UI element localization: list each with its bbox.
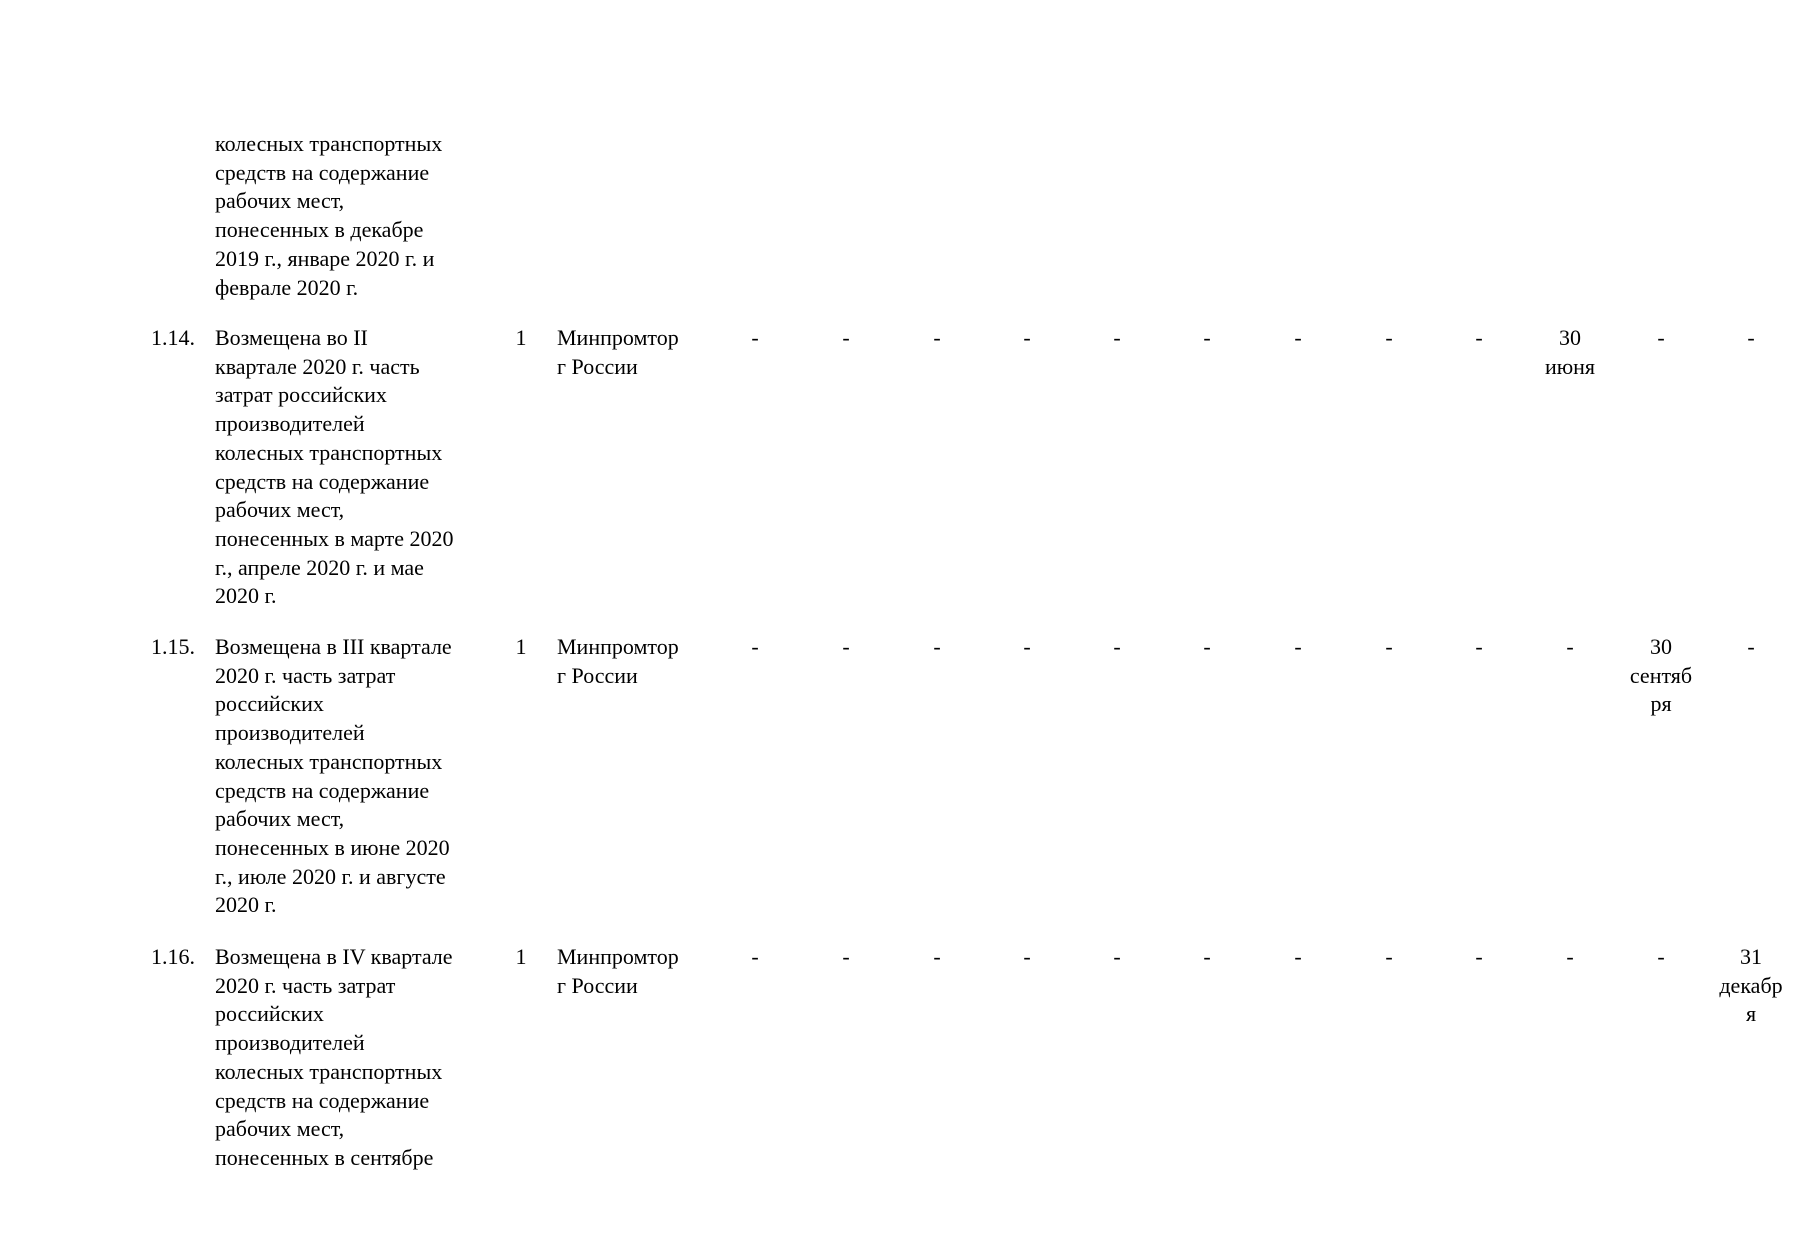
row-period-cell: - (1566, 634, 1574, 659)
continued-description: колесных транспортных средств на содержание рабочих мест, понесенных в декабре 2019 г., январе 2020 г. и феврале 2020 г. (215, 131, 443, 300)
row-description: Возмещена во II квартале 2020 г. часть затрат российских производителей колесных транспортных средств на содержание рабочих мест, понесенных в марте 2020 г., апреле 2020 г. и мае 2020 г. (215, 325, 454, 609)
row-period-cell: - (1475, 325, 1483, 350)
row-number: 1.15. (151, 634, 195, 659)
row-description: Возмещена в IV квартале 2020 г. часть затрат российских производителей колесных транспортных средств на содержание рабочих мест, понесенных в сентябре (215, 944, 453, 1170)
row-quantity: 1 (515, 634, 527, 659)
row-period-cell: - (1566, 944, 1574, 969)
row-quantity: 1 (515, 944, 527, 969)
row-period-cell: - (1657, 325, 1665, 350)
row-period-cell: - (1113, 634, 1121, 659)
row-period-cell: - (1385, 944, 1393, 969)
row-period-cell: - (751, 944, 759, 969)
row-responsible: Минпромтор г России (557, 325, 679, 379)
row-period-cell: - (1023, 944, 1031, 969)
row-period-cell: - (1385, 325, 1393, 350)
row-period-cell: - (1023, 325, 1031, 350)
row-period-cell: - (1475, 944, 1483, 969)
row-period-cell: - (1747, 634, 1755, 659)
row-period-cell: - (842, 944, 850, 969)
row-responsible: Минпромтор г России (557, 944, 679, 998)
row-period-cell: - (1113, 325, 1121, 350)
row-quantity: 1 (515, 325, 527, 350)
row-period-cell: - (751, 634, 759, 659)
row-period-cell: 30 сентяб ря (1629, 634, 1693, 717)
row-period-cell: - (1294, 325, 1302, 350)
row-period-cell: - (751, 325, 759, 350)
row-description: Возмещена в III квартале 2020 г. часть затрат российских производителей колесных транспортных средств на содержание рабочих мест, понесенных в июне 2020 г., июле 2020 г. и августе 2020 г. (215, 634, 452, 918)
row-period-cell: - (933, 634, 941, 659)
row-period-cell: - (842, 634, 850, 659)
row-period-cell: - (1385, 634, 1393, 659)
row-responsible: Минпромтор г России (557, 634, 679, 688)
row-period-cell: - (1294, 634, 1302, 659)
row-period-cell: - (1203, 944, 1211, 969)
row-period-cell: - (1023, 634, 1031, 659)
row-period-cell: - (1294, 944, 1302, 969)
row-period-cell: 31 декабр я (1719, 944, 1783, 1027)
row-period-cell: - (1203, 325, 1211, 350)
row-period-cell: - (842, 325, 850, 350)
row-period-cell: - (1475, 634, 1483, 659)
row-period-cell: - (1113, 944, 1121, 969)
row-period-cell: - (1203, 634, 1211, 659)
row-period-cell: 30 июня (1544, 325, 1596, 379)
row-period-cell: - (1657, 944, 1665, 969)
row-number: 1.16. (151, 944, 195, 969)
row-number: 1.14. (151, 325, 195, 350)
row-period-cell: - (1747, 325, 1755, 350)
row-period-cell: - (933, 325, 941, 350)
row-period-cell: - (933, 944, 941, 969)
